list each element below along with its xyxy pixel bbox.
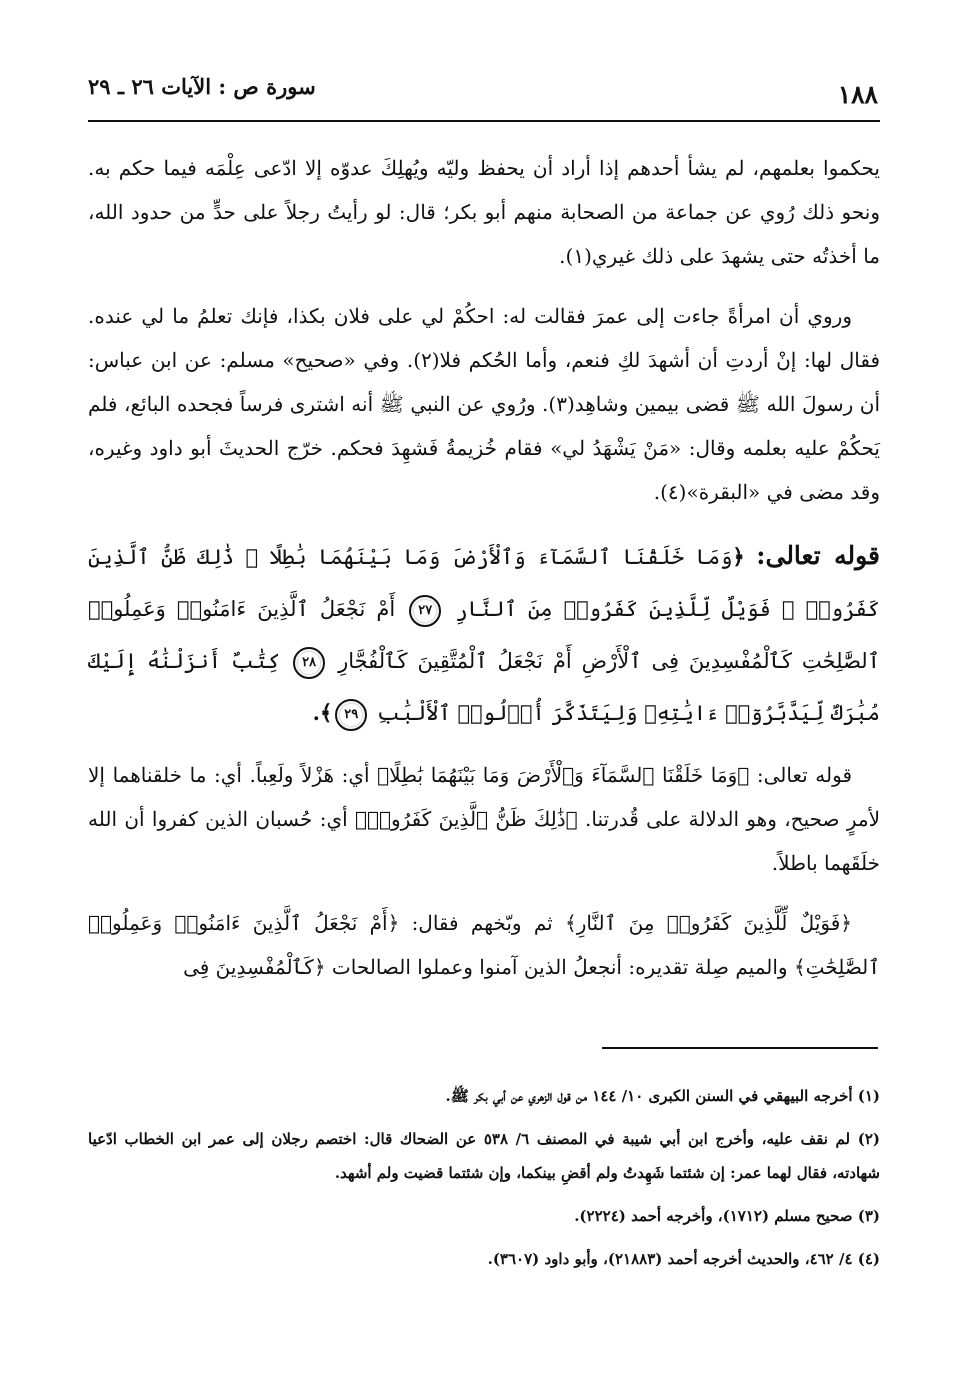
ayah-number-28: ٢٨ [293, 647, 325, 679]
footnote-4: (٤) ٤/ ٤٦٢، والحديث أخرجه أحمد (٢١٨٨٣)، وأبو داود (٣٦٠٧). [487, 1250, 880, 1268]
page-number: ١٨٨ [837, 80, 878, 109]
ayah-number-27: ٢٧ [409, 595, 441, 627]
main-text [88, 146, 880, 1005]
footnote-3: (٣) صحيح مسلم (١٧١٢)، وأخرجه أحمد (٢٢٢٤). [574, 1207, 880, 1225]
footnotes [88, 1079, 880, 1285]
verse-lead: قوله تعالى: [756, 541, 880, 570]
verse-text-28: أَمْ نَجْعَلُ ٱلَّذِينَ ءَامَنُوا۟ وَعَمِلُوا۟ ٱلصَّٰلِحَٰتِ كَٱلْمُفْسِدِينَ فِى ٱلْأَرْضِ أَمْ نَجْعَلُ ٱلْمُتَّقِينَ كَٱلْفُجَّارِ [88, 597, 880, 673]
page-header [88, 72, 880, 122]
ayah-number-29: ٢٩ [335, 699, 367, 731]
paragraph-2: وروي أن امرأةً جاءت إلى عمرَ فقالت له: احكُمْ لي على فلان بكذا، فإنك تعلمُ ما لي عنده. فقال لها: إنْ أردتِ أن أشهدَ لكِ فنعم، وأما الحُكم فلا(٢). وفي «صحيح» مسلم: عن ابن عباس: أن رسولَ الله ﷺ قضى بيمين وشاهِد(٣). ورُوي عن النبي ﷺ أنه اشترى فرساً فجحده البائع، فلم يَحكُمْ عليه بعلمه وقال: «مَنْ يَشْهَدُ لي» فقام خُزيمةُ فَشهِدَ فحكم. خرّج الحديثَ أبو داود وغيره، وقد مضى في «البقرة»(٤). [88, 304, 881, 504]
quran-verse-block [88, 530, 880, 739]
paragraph-1: يحكموا بعلمهم، لم يشأ أحدهم إذا أراد أن يحفظ وليّه ويُهلِكَ عدوّه إلا ادّعى عِلْمَه فيما حكم به. ونحو ذلك رُوي عن جماعة من الصحابة منهم أبو بكر؛ قال: لو رأيتُ رجلاً على حدٍّ من حدود الله، ما أخذتُه حتى يشهدَ على ذلك غيري(١). [88, 156, 880, 268]
verse-text-29: كِتَٰبٌ أَنزَلْنَٰهُ إِلَيْكَ مُبَٰرَكٌ لِّيَدَّبَّرُوٓا۟ ءَايَٰتِهِۦ وَلِيَتَذَكَّرَ أُو۟لُوا۟ ٱلْأَلْبَٰبِ [88, 649, 880, 725]
verse-open-bracket: ﴿ [732, 544, 745, 569]
footnote-1: (١) أخرجه البيهقي في السنن الكبرى ١٠/ ١٤٤ من قول الزهري عن أبي بكر ﷺ. [445, 1087, 880, 1105]
verse-text-27: وَمَا خَلَقْنَا ٱلسَّمَآءَ وَٱلْأَرْضَ وَمَا بَيْنَهُمَا بَٰطِلًا ۚ ذَٰلِكَ ظَنُّ ٱلَّذِينَ كَفَرُوا۟ ۚ فَوَيْلٌ لِّلَّذِينَ كَفَرُوا۟ مِنَ ٱلنَّارِ [88, 545, 880, 621]
running-title: سورة ص : الآيات ٢٦ ـ ٢٩ [88, 74, 316, 99]
footnote-2: (٢) لم نقف عليه، وأخرج ابن أبي شيبة في المصنف ٦/ ٥٣٨ عن الضحاك قال: اختصم رجلان إلى عمر ابن الخطاب ادّعيا شهادته، فقال لهما عمر: إن شئتما شَهِدتُ ولم أقضِ بينكما، وإن شئتما قضيت ولم أشهد. [88, 1130, 880, 1182]
footnote-divider [602, 1047, 878, 1049]
verse-close-bracket: ﴾. [312, 700, 333, 725]
commentary-1: قوله تعالى: ﴿وَمَا خَلَقْنَا ٱلسَّمَآءَ وَٱلْأَرْضَ وَمَا بَيْنَهُمَا بَٰطِلًا﴾ أي: هَزْلاً ولَعِباً. أي: ما خلقناهما إلا لأمرٍ صحيح، وهو الدلالة على قُدرتنا. ﴿ذَٰلِكَ ظَنُّ ٱلَّذِينَ كَفَرُوا۟﴾ أي: حُسبان الذين كفروا أن الله خلَقَهما باطلاً. [88, 763, 880, 875]
commentary-2: ﴿فَوَيْلٌ لِّلَّذِينَ كَفَرُوا۟ مِنَ ٱلنَّارِ﴾ ثم وبّخهم فقال: ﴿أَمْ نَجْعَلُ ٱلَّذِينَ ءَامَنُوا۟ وَعَمِلُوا۟ ٱلصَّٰلِحَٰتِ﴾ والميم صِلة تقديره: أنجعلُ الذين آمنوا وعملوا الصالحات ﴿كَٱلْمُفْسِدِينَ فِى [88, 911, 880, 979]
